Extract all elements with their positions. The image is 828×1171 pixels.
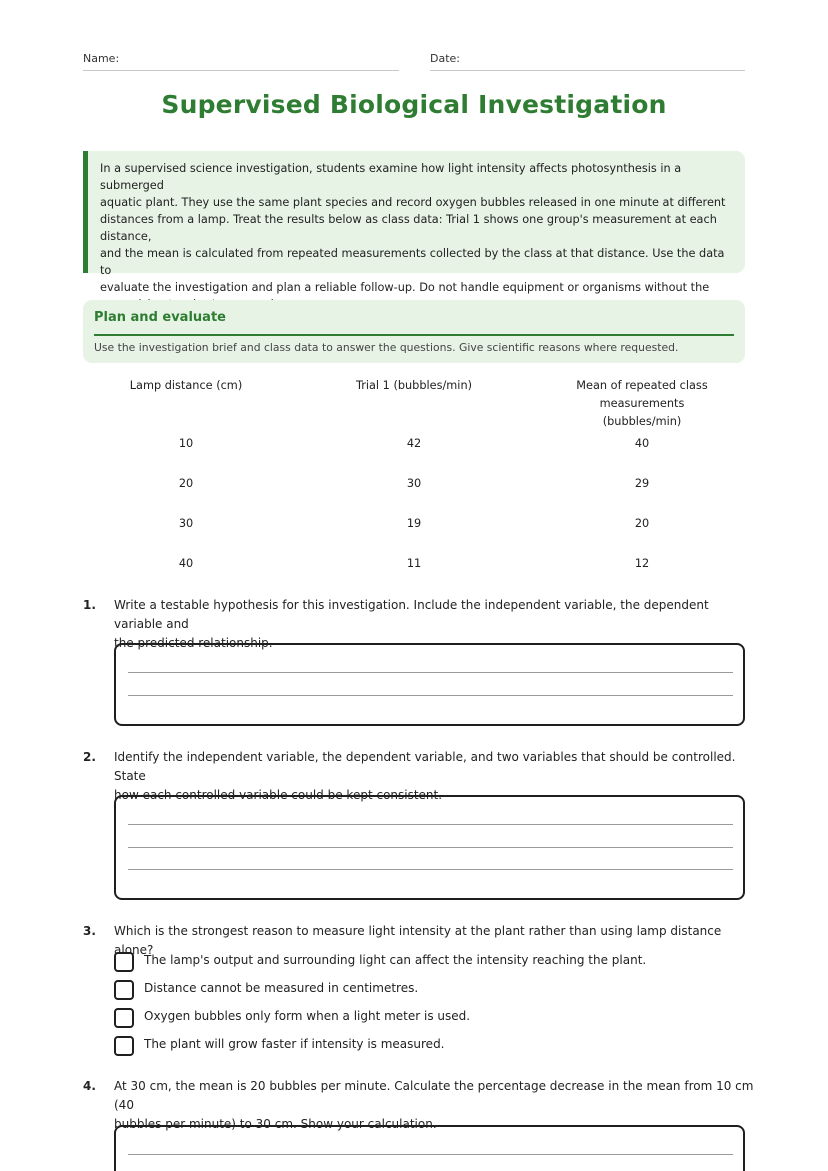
question-line: Identify the independent variable, the dependent variable, and two variables that should be controlled. State — [114, 750, 736, 783]
question-line: Write a testable hypothesis for this investigation. Include the independent variable, the dependent variable and — [114, 598, 709, 631]
name-label: Name: — [83, 52, 120, 65]
table-header-line: Mean of repeated class measurements — [576, 379, 708, 410]
option-label: The lamp's output and surrounding light can affect the intensity reaching the plant. — [144, 953, 647, 967]
brief-line: distances from a lamp. Treat the results below as class data: Trial 1 shows one group's measurement at each distance, — [100, 213, 717, 243]
question-line: how each controlled variable could be kept consistent. — [114, 788, 443, 802]
option-label: Oxygen bubbles only form when a light meter is used. — [144, 1009, 471, 1023]
table-cell: 29 — [634, 477, 650, 490]
table-cell: 20 — [178, 477, 194, 490]
table-cell: 11 — [406, 557, 422, 570]
checkbox[interactable] — [114, 1008, 134, 1028]
table-header — [533, 377, 751, 431]
checkbox[interactable] — [114, 1036, 134, 1056]
table-cell: 10 — [178, 437, 194, 450]
table-cell: 42 — [406, 437, 422, 450]
answer-box-q1[interactable] — [114, 643, 745, 726]
page-title: Supervised Biological Investigation — [161, 90, 667, 119]
brief-line: aquatic plant. They use the same plant species and record oxygen bubbles released in one minute at different — [100, 196, 726, 209]
question-line: the predicted relationship. — [114, 636, 273, 650]
name-field[interactable] — [83, 52, 399, 71]
answer-line — [128, 869, 733, 870]
option-label: The plant will grow faster if intensity is measured. — [144, 1037, 445, 1051]
question-number: 3. — [83, 924, 96, 938]
option-label: Distance cannot be measured in centimetres. — [144, 981, 419, 995]
answer-box-q4[interactable] — [114, 1125, 745, 1171]
table-cell: 30 — [178, 517, 194, 530]
answer-line — [128, 847, 733, 848]
date-field[interactable] — [430, 52, 745, 71]
table-cell: 20 — [634, 517, 650, 530]
table-header: Trial 1 (bubbles/min) — [355, 379, 473, 392]
question-number: 2. — [83, 750, 96, 764]
answer-line — [128, 824, 733, 825]
table-header-line: (bubbles/min) — [602, 415, 682, 428]
checkbox[interactable] — [114, 980, 134, 1000]
plan-instructions: Use the investigation brief and class data to answer the questions. Give scientific reasons where requested. — [94, 341, 679, 354]
table-cell: 12 — [634, 557, 650, 570]
plan-title: Plan and evaluate — [94, 310, 226, 325]
checkbox[interactable] — [114, 952, 134, 972]
plan-divider — [94, 334, 734, 336]
question-number: 1. — [83, 598, 96, 612]
table-cell: 40 — [178, 557, 194, 570]
answer-line — [128, 672, 733, 673]
date-label: Date: — [430, 52, 460, 65]
answer-line — [128, 695, 733, 696]
table-cell: 19 — [406, 517, 422, 530]
plan-section — [83, 300, 745, 363]
brief-line: In a supervised science investigation, students examine how light intensity affects photosynthesis in a submerged — [100, 162, 682, 192]
table-cell: 40 — [634, 437, 650, 450]
question-line: At 30 cm, the mean is 20 bubbles per minute. Calculate the percentage decrease in the mean from 10 cm (40 — [114, 1079, 754, 1112]
answer-line — [128, 1154, 733, 1155]
question-number: 4. — [83, 1079, 96, 1093]
answer-box-q2[interactable] — [114, 795, 745, 900]
investigation-brief — [83, 151, 745, 294]
table-cell: 30 — [406, 477, 422, 490]
table-header: Lamp distance (cm) — [129, 379, 243, 392]
brief-line: evaluate the investigation and plan a reliable follow-up. Do not handle equipment or organisms without the — [100, 281, 710, 294]
brief-line: and the mean is calculated from repeated measurements collected by the class at that distance. Use the data to — [100, 247, 725, 277]
question-line: Which is the strongest reason to measure light intensity at the plant rather than using lamp distance alone? — [114, 924, 722, 957]
question-line: bubbles per minute) to 30 cm. Show your calculation. — [114, 1117, 437, 1131]
